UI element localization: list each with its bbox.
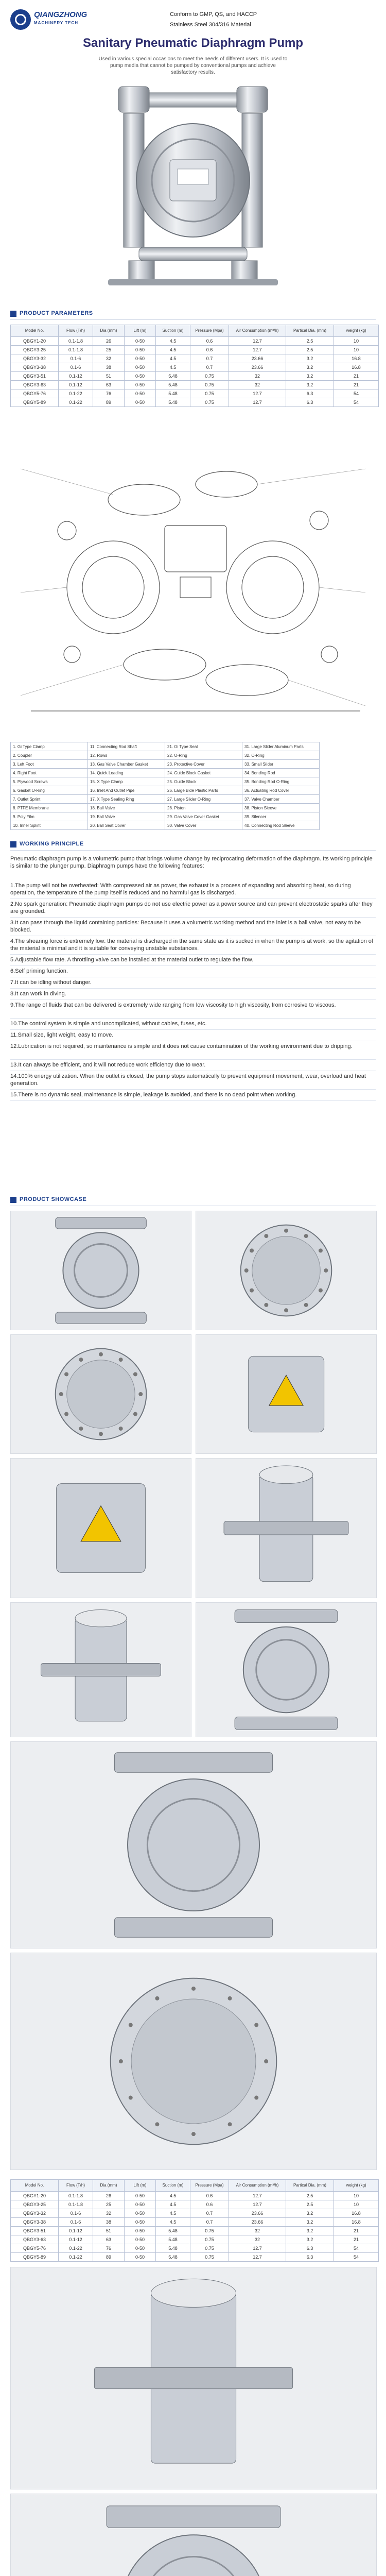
part-name: 32. O-Ring [242, 751, 320, 760]
table-cell: 6.3 [286, 389, 334, 398]
part-name: 11. Connecting Rod Shaft [88, 742, 165, 751]
table-row [11, 2209, 379, 2218]
part-name: 40. Connecting Rod Sleeve [242, 821, 320, 830]
part-name: 26. Large Bide Plastic Parts [165, 786, 242, 795]
table-cell: 5.48 [156, 372, 190, 381]
table-cell: 4.5 [156, 2209, 190, 2218]
part-name: 20. Ball Seat Cover [88, 821, 165, 830]
table-row [11, 777, 320, 786]
table-cell: 16.8 [334, 2218, 379, 2227]
part-name: 5. Plywood Screws [11, 777, 88, 786]
section-title: WORKING PRINCIPLE [20, 841, 84, 847]
table-cell: 3.2 [286, 2227, 334, 2235]
part-name: 18. Ball Valve [88, 804, 165, 812]
table-cell: 0.75 [190, 381, 229, 389]
table-row [11, 786, 320, 795]
table-cell: 0.1-12 [59, 2227, 93, 2235]
working-point: 10.The control system is simple and uncomplicated, without cables, fuses, etc. [10, 1021, 207, 1027]
table-cell: 32 [229, 372, 286, 381]
table-cell: QBGY3-25 [11, 2200, 59, 2209]
table-cell: 0.75 [190, 2227, 229, 2235]
table-row [11, 2218, 379, 2227]
table-cell: QBGY5-76 [11, 389, 59, 398]
table-cell: 4.5 [156, 2218, 190, 2227]
part-name: 15. X Type Clamp [88, 777, 165, 786]
table-cell: 12.7 [229, 398, 286, 407]
certification-line: Conform to GMP, QS, and HACCP [170, 11, 257, 18]
table-cell: 5.48 [156, 389, 190, 398]
table-cell: 32 [229, 2235, 286, 2244]
part-name: 21. Gi Type Seal [165, 742, 242, 751]
gear-logo-icon [10, 9, 31, 30]
table-cell: 54 [334, 398, 379, 407]
table-cell: 0.75 [190, 389, 229, 398]
table-row [11, 742, 320, 751]
column-header: Air Consumption (m³/h) [229, 325, 286, 337]
parameters-table [10, 325, 379, 407]
table-cell: 23.66 [229, 2218, 286, 2227]
table-cell: 32 [229, 381, 286, 389]
part-name: 34. Bonding Rod [242, 769, 320, 777]
table-cell: 54 [334, 389, 379, 398]
table-cell: 6.3 [286, 2244, 334, 2253]
section-title: PRODUCT SHOWCASE [20, 1196, 87, 1202]
square-bullet-icon [10, 311, 16, 317]
table-cell: 0-50 [125, 389, 156, 398]
table-cell: 89 [93, 2253, 125, 2262]
part-name: 37. Valve Chamber [242, 795, 320, 804]
table-cell: 23.66 [229, 354, 286, 363]
table-cell: 5.48 [156, 2235, 190, 2244]
working-point: 3.It can pass through the liquid containing particles: Because it uses a volumetric working method and the inlet is a ball valve, not easy to be blocked. [10, 920, 361, 933]
table-cell: 0.7 [190, 363, 229, 372]
working-point: 2.No spark generation: Pneumatic diaphragm pumps do not use electric power as a power source and can prevent electrostatic sparks after they are grounded. [10, 901, 373, 914]
part-name: 9. Poly Film [11, 812, 88, 821]
table-cell: 0-50 [125, 2253, 156, 2262]
table-cell: 0.1-6 [59, 354, 93, 363]
column-header: Suction (m) [156, 325, 190, 337]
parameters-table-body [11, 2192, 379, 2262]
table-cell: 6.3 [286, 2253, 334, 2262]
table-cell: QBGY1-20 [11, 337, 59, 346]
table-row [11, 2200, 379, 2209]
table-cell: 54 [334, 2244, 379, 2253]
table-cell: QBGY5-76 [11, 2244, 59, 2253]
table-cell: 3.2 [286, 372, 334, 381]
working-intro: Pneumatic diaphragm pump is a volumetric pump that brings volume change by reciprocating deformation of the diaphragm. Its working principle is similar to the plunger pump. Diaphragm pumps have the following features: [10, 856, 373, 869]
column-header: Air Consumption (m³/h) [229, 2180, 286, 2192]
table-cell: 32 [93, 2209, 125, 2218]
table-row [11, 2192, 379, 2200]
table-cell: QBGY3-63 [11, 381, 59, 389]
working-point: 15.There is no dynamic seal, maintenance is simple, leakage is avoided, and there is no dead point when working. [10, 1092, 297, 1098]
table-row [11, 354, 379, 363]
divider [10, 988, 376, 989]
table-cell: 4.5 [156, 337, 190, 346]
part-name: 38. Piston Sleeve [242, 804, 320, 812]
table-cell: 0.75 [190, 2244, 229, 2253]
table-cell: 12.7 [229, 337, 286, 346]
part-name: 27. Large Slider O-Ring [165, 795, 242, 804]
table-cell: QBGY1-20 [11, 2192, 59, 2200]
table-cell: 0.75 [190, 372, 229, 381]
table-cell: 51 [93, 2227, 125, 2235]
table-cell: 23.66 [229, 2209, 286, 2218]
product-photo [10, 1602, 191, 1737]
brand-logo [10, 9, 93, 30]
table-cell: 5.48 [156, 381, 190, 389]
part-name: 30. Valve Cover [165, 821, 242, 830]
table-row [11, 337, 379, 346]
table-cell: QBGY3-38 [11, 363, 59, 372]
table-cell: 0-50 [125, 2227, 156, 2235]
table-cell: 0.1-12 [59, 372, 93, 381]
working-point: 5.Adjustable flow rate. A throttling valve can be installed at the material outlet to regulate the flow. [10, 957, 254, 963]
product-photo [196, 1211, 377, 1330]
table-cell: 0.1-22 [59, 389, 93, 398]
table-cell: 2.5 [286, 346, 334, 354]
table-cell: QBGY3-32 [11, 354, 59, 363]
table-row [11, 2244, 379, 2253]
column-header: Partical Dia. (mm) [286, 325, 334, 337]
table-cell: 12.7 [229, 2200, 286, 2209]
part-name: 6. Gasket O-Ring [11, 786, 88, 795]
table-cell: 12.7 [229, 2244, 286, 2253]
parts-list-table [10, 742, 320, 830]
table-cell: 0.1-12 [59, 381, 93, 389]
table-cell: 38 [93, 363, 125, 372]
part-name: 2. Coupler [11, 751, 88, 760]
brand-name: QIANGZHONG [34, 10, 87, 19]
table-row [11, 398, 379, 407]
column-header: Suction (m) [156, 2180, 190, 2192]
table-cell: 0.7 [190, 2218, 229, 2227]
product-photo [10, 1458, 191, 1598]
table-row [11, 795, 320, 804]
table-row [11, 751, 320, 760]
table-cell: 0.6 [190, 2200, 229, 2209]
part-name: 12. Rows [88, 751, 165, 760]
product-photo-large [10, 1741, 377, 1948]
table-cell: 0.7 [190, 354, 229, 363]
part-name: 33. Small Slider [242, 760, 320, 769]
table-cell: 0.6 [190, 346, 229, 354]
table-cell: 25 [93, 346, 125, 354]
table-cell: 10 [334, 346, 379, 354]
table-cell: 0.1-22 [59, 2253, 93, 2262]
table-cell: 63 [93, 381, 125, 389]
table-cell: 3.2 [286, 381, 334, 389]
table-cell: 0-50 [125, 2192, 156, 2200]
table-header-row [11, 325, 379, 337]
table-cell: QBGY5-89 [11, 2253, 59, 2262]
divider [10, 1018, 376, 1019]
part-name: 14. Quick Loading [88, 769, 165, 777]
table-cell: 12.7 [229, 2192, 286, 2200]
column-header: Pressure (Mpa) [190, 325, 229, 337]
square-bullet-icon [10, 1197, 16, 1203]
table-cell: 0-50 [125, 381, 156, 389]
part-name: 4. Right Foot [11, 769, 88, 777]
divider [10, 965, 376, 966]
table-cell: 0.1-12 [59, 2235, 93, 2244]
parts-list-body [11, 742, 320, 830]
table-cell: 0.1-1.8 [59, 2200, 93, 2209]
table-row [11, 372, 379, 381]
table-row [11, 760, 320, 769]
table-cell: 10 [334, 2192, 379, 2200]
product-photo [196, 1334, 377, 1454]
table-cell: 21 [334, 372, 379, 381]
table-cell: 0-50 [125, 372, 156, 381]
table-cell: 32 [229, 2227, 286, 2235]
table-cell: 0.1-1.8 [59, 2192, 93, 2200]
column-header: Lift (m) [125, 325, 156, 337]
table-cell: 0-50 [125, 2200, 156, 2209]
section-header-parameters [10, 309, 376, 320]
table-cell: 12.7 [229, 2253, 286, 2262]
part-name: 1. Gi Type Clamp [11, 742, 88, 751]
working-point: 9.The range of fluids that can be delivered is extremely wide ranging from low viscosity to high viscosity, from corrosive to viscous. [10, 1002, 336, 1008]
table-cell: 26 [93, 337, 125, 346]
product-photo-large [10, 2267, 377, 2489]
table-row [11, 2227, 379, 2235]
table-cell: 3.2 [286, 2218, 334, 2227]
table-cell: QBGY5-89 [11, 398, 59, 407]
table-cell: 4.5 [156, 2200, 190, 2209]
product-photo [10, 1211, 191, 1330]
table-cell: 4.5 [156, 363, 190, 372]
table-cell: 4.5 [156, 346, 190, 354]
part-name: 17. X Type Sealing Ring [88, 795, 165, 804]
table-cell: 16.8 [334, 354, 379, 363]
table-row [11, 812, 320, 821]
product-photo-large [10, 1953, 377, 2170]
working-point: 6.Self priming function. [10, 968, 68, 974]
table-cell: 0.1-6 [59, 2218, 93, 2227]
table-cell: 0-50 [125, 354, 156, 363]
table-cell: 3.2 [286, 2209, 334, 2218]
table-row [11, 346, 379, 354]
divider [10, 1059, 376, 1060]
product-photo [10, 1334, 191, 1454]
table-row [11, 804, 320, 812]
working-point: 1.The pump will not be overheated: With compressed air as power, the exhaust is a process of expanding and absorbing heat, so during operation, the temperature of the pump itself is reduced and no harmful gas is discharged. [10, 883, 351, 896]
brand-subtitle: MACHINERY TECH [34, 21, 79, 25]
table-cell: 23.66 [229, 363, 286, 372]
table-cell: 10 [334, 2200, 379, 2209]
product-photo [196, 1458, 377, 1598]
column-header: Flow (T/h) [59, 2180, 93, 2192]
table-cell: 63 [93, 2235, 125, 2244]
column-header: Model No. [11, 2180, 59, 2192]
table-cell: 25 [93, 2200, 125, 2209]
table-cell: 2.5 [286, 2192, 334, 2200]
part-name: 23. Protective Cover [165, 760, 242, 769]
table-cell: 0-50 [125, 2235, 156, 2244]
table-cell: 5.48 [156, 2227, 190, 2235]
divider [10, 1029, 376, 1030]
table-cell: 0-50 [125, 2218, 156, 2227]
column-header: Flow (T/h) [59, 325, 93, 337]
divider [10, 954, 376, 955]
table-cell: 0.6 [190, 337, 229, 346]
table-cell: 2.5 [286, 2200, 334, 2209]
table-cell: 21 [334, 2227, 379, 2235]
divider [10, 917, 376, 918]
table-cell: 5.48 [156, 2253, 190, 2262]
table-cell: 21 [334, 2235, 379, 2244]
table-cell: 0-50 [125, 363, 156, 372]
table-cell: 0-50 [125, 2209, 156, 2218]
column-header: weight (kg) [334, 2180, 379, 2192]
divider [10, 1089, 376, 1090]
table-cell: 10 [334, 337, 379, 346]
part-name: 29. Gas Valve Cover Gasket [165, 812, 242, 821]
table-cell: 0-50 [125, 346, 156, 354]
part-name: 36. Actuating Rod Cover [242, 786, 320, 795]
column-header: Model No. [11, 325, 59, 337]
table-cell: 0-50 [125, 337, 156, 346]
table-cell: 0.1-22 [59, 2244, 93, 2253]
table-cell: 0.6 [190, 2192, 229, 2200]
table-cell: 0.75 [190, 2235, 229, 2244]
table-row [11, 389, 379, 398]
table-cell: 0.75 [190, 398, 229, 407]
part-name: 10. Inner Splint [11, 821, 88, 830]
column-header: Pressure (Mpa) [190, 2180, 229, 2192]
table-row [11, 381, 379, 389]
hero-pump-image [87, 82, 299, 294]
table-cell: 12.7 [229, 346, 286, 354]
table-cell: QBGY3-51 [11, 372, 59, 381]
table-cell: 0.1-6 [59, 363, 93, 372]
table-cell: QBGY3-25 [11, 346, 59, 354]
table-cell: 32 [93, 354, 125, 363]
section-title: PRODUCT PARAMETERS [20, 310, 93, 316]
table-cell: 0.1-22 [59, 398, 93, 407]
table-cell: 89 [93, 398, 125, 407]
table-header-row [11, 2180, 379, 2192]
page-title: Sanitary Pneumatic Diaphragm Pump [82, 36, 304, 50]
part-name: 16. Inlet And Outlet Pipe [88, 786, 165, 795]
table-cell: 0-50 [125, 2244, 156, 2253]
working-point: 8.It can work in diving. [10, 991, 66, 997]
parameters-table-body [11, 337, 379, 407]
table-cell: 4.5 [156, 354, 190, 363]
material-line: Stainless Steel 304/316 Material [170, 22, 251, 28]
table-cell: 76 [93, 389, 125, 398]
table-cell: 0.75 [190, 2253, 229, 2262]
table-cell: 16.8 [334, 2209, 379, 2218]
parameters-table-repeat [10, 2179, 379, 2262]
table-cell: QBGY3-38 [11, 2218, 59, 2227]
square-bullet-icon [10, 841, 16, 848]
exploded-parts-diagram [10, 438, 376, 737]
table-cell: 0.1-1.8 [59, 346, 93, 354]
table-cell: 3.2 [286, 354, 334, 363]
intro-text: Used in various special occasions to meet the needs of different users. It is used to pump media that cannot be pumped by conventional pumps and achieve satisfactory results. [98, 56, 288, 75]
table-cell: QBGY3-32 [11, 2209, 59, 2218]
column-header: Dia (mm) [93, 2180, 125, 2192]
part-name: 28. Piston [165, 804, 242, 812]
table-cell: 0.1-6 [59, 2209, 93, 2218]
table-cell: 38 [93, 2218, 125, 2227]
part-name: 13. Gas Valve Chamber Gasket [88, 760, 165, 769]
working-point: 13.It can always be efficient, and it will not reduce work efficiency due to wear. [10, 1062, 206, 1068]
working-point: 7.It can be idling without danger. [10, 979, 92, 986]
table-cell: 4.5 [156, 2192, 190, 2200]
table-cell: 51 [93, 372, 125, 381]
working-point: 4.The shearing force is extremely low: the material is discharged in the same state as it is sucked in when the pump is at work, so the agitation of the material is minimal and it is suitable for conveying unstable substances. [10, 938, 373, 952]
column-header: Lift (m) [125, 2180, 156, 2192]
divider [10, 999, 376, 1000]
table-cell: 54 [334, 2253, 379, 2262]
working-point: 12.Lubrication is not required, so maintenance is simple and it does not cause contamination of the working environment due to dripping. [10, 1043, 353, 1049]
column-header: Dia (mm) [93, 325, 125, 337]
product-photo-large [10, 2494, 377, 2576]
table-cell: 5.48 [156, 398, 190, 407]
table-cell: 2.5 [286, 337, 334, 346]
table-cell: 76 [93, 2244, 125, 2253]
table-cell: 0.7 [190, 2209, 229, 2218]
table-row [11, 2235, 379, 2244]
table-cell: 21 [334, 381, 379, 389]
working-point: 11.Small size, light weight, easy to move. [10, 1032, 114, 1038]
table-cell: 5.48 [156, 2244, 190, 2253]
section-header-showcase [10, 1195, 376, 1206]
table-cell: QBGY3-63 [11, 2235, 59, 2244]
column-header: Partical Dia. (mm) [286, 2180, 334, 2192]
table-cell: 0.1-1.8 [59, 337, 93, 346]
table-cell: 12.7 [229, 389, 286, 398]
product-photo [196, 1602, 377, 1737]
table-cell: 16.8 [334, 363, 379, 372]
column-header: weight (kg) [334, 325, 379, 337]
table-cell: 26 [93, 2192, 125, 2200]
table-cell: 0-50 [125, 398, 156, 407]
part-name: 7. Outlet Sprint [11, 795, 88, 804]
part-name: 24. Guide Block Gasket [165, 769, 242, 777]
table-cell: 6.3 [286, 398, 334, 407]
part-name: 19. Ball Valve [88, 812, 165, 821]
table-cell: 3.2 [286, 363, 334, 372]
table-cell: QBGY3-51 [11, 2227, 59, 2235]
table-row [11, 769, 320, 777]
part-name: 3. Left Foot [11, 760, 88, 769]
part-name: 31. Large Slider Aluminum Parts [242, 742, 320, 751]
table-row [11, 2253, 379, 2262]
section-header-working [10, 840, 376, 851]
table-row [11, 821, 320, 830]
part-name: 8. PTFE Membrane [11, 804, 88, 812]
table-cell: 3.2 [286, 2235, 334, 2244]
part-name: 22. O-Ring [165, 751, 242, 760]
part-name: 39. Silencer [242, 812, 320, 821]
table-row [11, 363, 379, 372]
part-name: 25. Guide Block [165, 777, 242, 786]
part-name: 35. Bonding Rod O-Ring [242, 777, 320, 786]
divider [10, 1100, 376, 1101]
working-point: 14.100% energy utilization. When the outlet is closed, the pump stops automatically to prevent equipment movement, wear, overload and heat generation. [10, 1073, 366, 1087]
